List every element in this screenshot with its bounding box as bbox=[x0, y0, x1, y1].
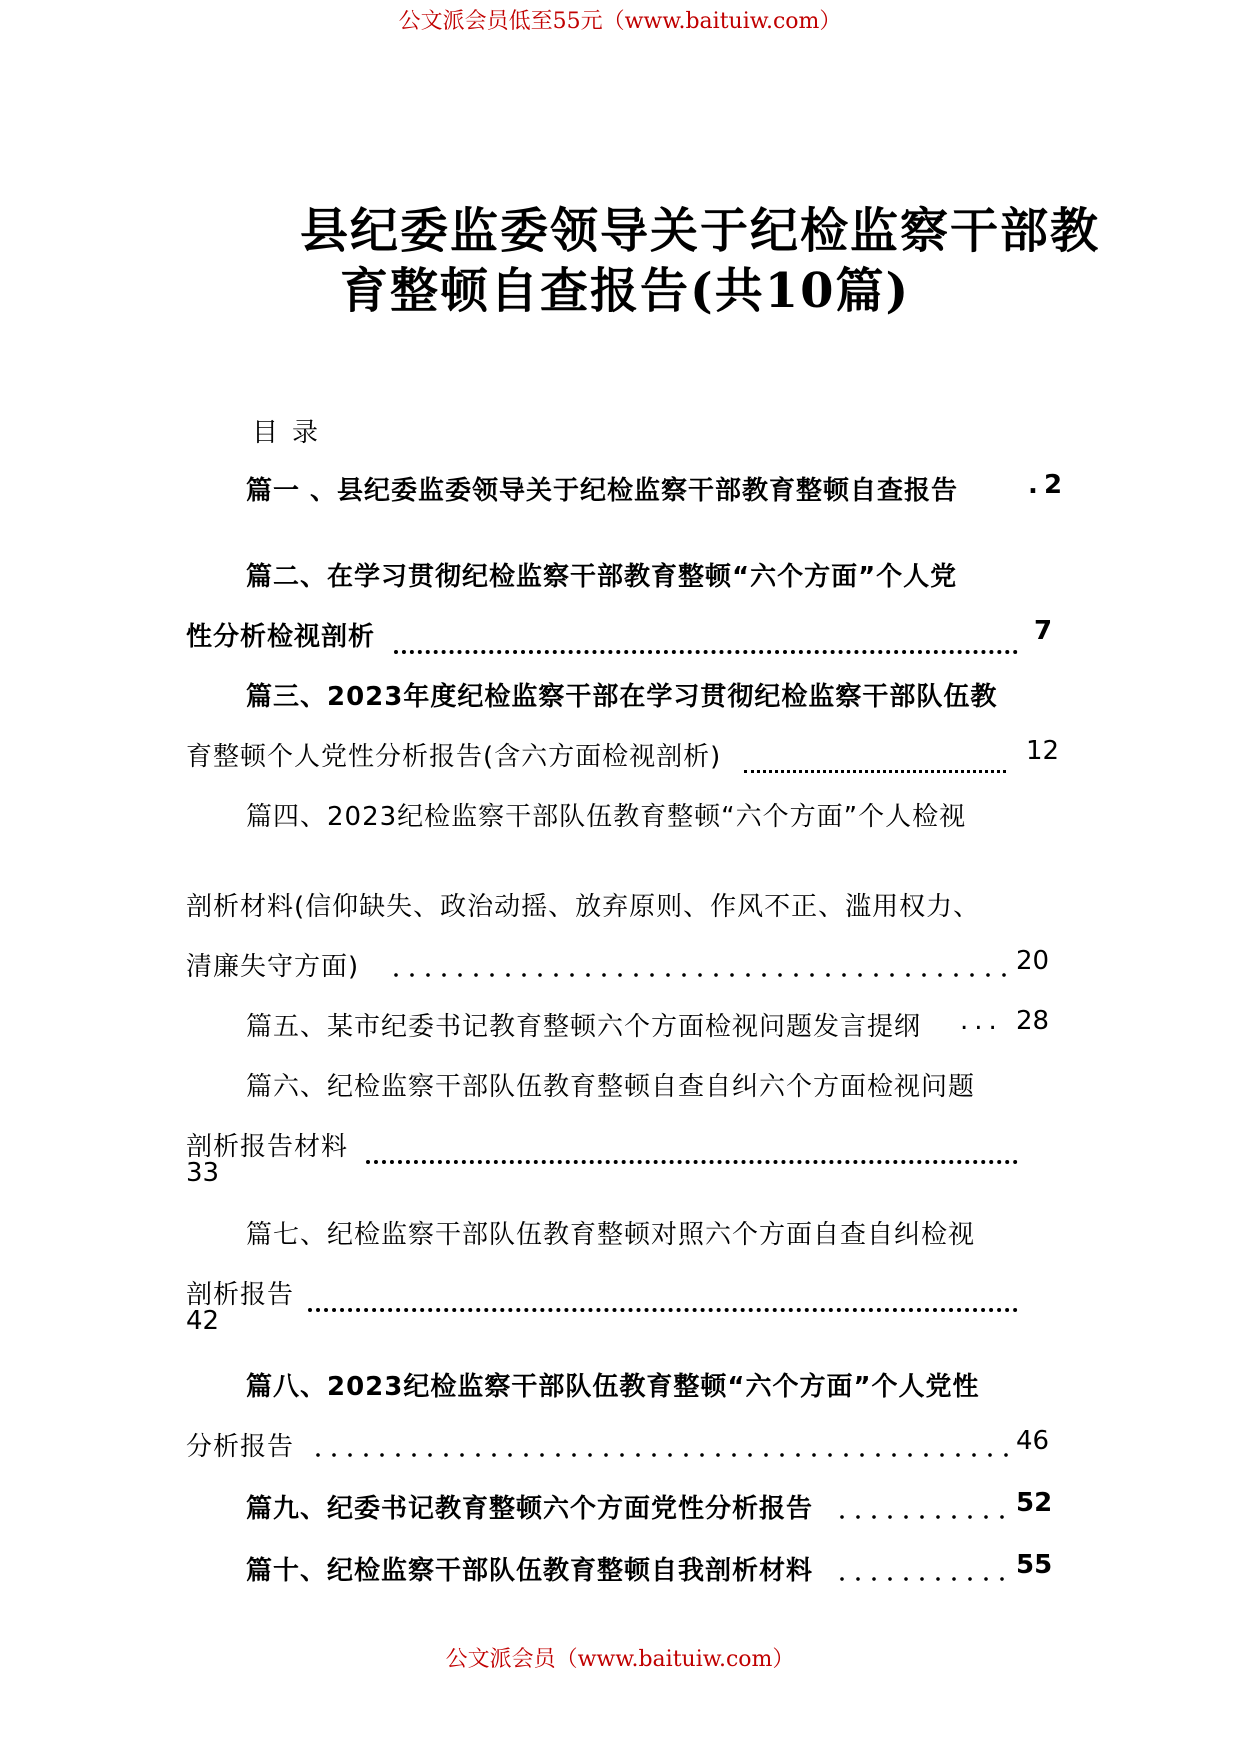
toc-entry-1-page: 2 bbox=[1044, 470, 1063, 500]
toc-entry-4-title-cont-1: 剖析材料(信仰缺失、政治动摇、放弃原则、作风不正、滥用权力、 bbox=[186, 892, 981, 922]
header-watermark-banner: 公文派会员低至55元（www.baituiw.com） bbox=[398, 9, 842, 34]
toc-entry-7-title-cont: 剖析报告 bbox=[186, 1280, 295, 1310]
toc-entry-9[interactable] bbox=[0, 1488, 1240, 1528]
toc-entry-2-title[interactable]: 篇二、在学习贯彻纪检监察干部教育整顿“六个方面”个人党 bbox=[246, 562, 958, 592]
toc-entry-1-leader: . bbox=[1028, 470, 1039, 500]
toc-entry-8-title-cont: 分析报告 bbox=[186, 1432, 295, 1462]
toc-entry-4-leader bbox=[388, 946, 1008, 980]
toc-entry-4-title[interactable]: 篇四、2023纪检监察干部队伍教育整顿“六个方面”个人检视 bbox=[246, 802, 967, 832]
toc-entry-9-page: 52 bbox=[1016, 1488, 1053, 1518]
toc-entry-5[interactable] bbox=[0, 1006, 1240, 1046]
toc-entry-2-page: 7 bbox=[1034, 616, 1053, 646]
toc-entry-3-title[interactable]: 篇三、2023年度纪检监察干部在学习贯彻纪检监察干部队伍教 bbox=[246, 682, 998, 712]
toc-entry-5-page: 28 bbox=[1016, 1006, 1050, 1036]
toc-entry-8-leader bbox=[310, 1426, 1008, 1460]
toc-entry-1-title: 篇一 、县纪委监委领导关于纪检监察干部教育整顿自查报告 bbox=[246, 476, 959, 506]
toc-heading: 目录 bbox=[252, 418, 333, 448]
toc-entry-6-title[interactable]: 篇六、纪检监察干部队伍教育整顿自查自纠六个方面检视问题 bbox=[246, 1072, 976, 1102]
toc-entry-9-title: 篇九、纪委书记教育整顿六个方面党性分析报告 bbox=[246, 1494, 814, 1524]
toc-entry-7-page: 42 bbox=[186, 1306, 220, 1336]
toc-entry-3-leader bbox=[744, 736, 1006, 773]
toc-entry-4-page: 20 bbox=[1016, 946, 1050, 976]
toc-entry-6-page: 33 bbox=[186, 1158, 220, 1188]
toc-entry-1[interactable] bbox=[0, 470, 1240, 510]
toc-entry-3-title-cont: 育整顿个人党性分析报告(含六方面检视剖析) bbox=[186, 742, 722, 772]
toc-entry-10-page: 55 bbox=[1016, 1550, 1053, 1580]
toc-entry-7-leader bbox=[308, 1274, 1018, 1312]
toc-entry-10[interactable] bbox=[0, 1550, 1240, 1590]
toc-entry-5-title: 篇五、某市纪委书记教育整顿六个方面检视问题发言提纲 bbox=[246, 1012, 922, 1042]
document-title-line-2: 育整顿自查报告(共10篇) bbox=[340, 263, 911, 319]
toc-entry-8-title[interactable]: 篇八、2023纪检监察干部队伍教育整顿“六个方面”个人党性 bbox=[246, 1372, 980, 1402]
toc-entry-6-leader bbox=[366, 1126, 1018, 1164]
toc-entry-8-page: 46 bbox=[1016, 1426, 1050, 1456]
toc-entry-4-title-cont-2: 清廉失守方面) bbox=[186, 952, 360, 982]
toc-entry-6-title-cont: 剖析报告材料 bbox=[186, 1132, 349, 1162]
toc-entry-2-title-cont: 性分析检视剖析 bbox=[186, 622, 376, 652]
toc-entry-3[interactable] bbox=[0, 736, 1240, 776]
toc-entry-8[interactable] bbox=[0, 1426, 1240, 1466]
document-title-line-1: 县纪委监委领导关于纪检监察干部教 bbox=[300, 203, 1101, 259]
toc-entry-7-title[interactable]: 篇七、纪检监察干部队伍教育整顿对照六个方面自查自纠检视 bbox=[246, 1220, 976, 1250]
toc-entry-10-title: 篇十、纪检监察干部队伍教育整顿自我剖析材料 bbox=[246, 1556, 814, 1586]
toc-entry-4[interactable] bbox=[0, 946, 1240, 986]
footer-watermark-banner: 公文派会员（www.baituiw.com） bbox=[445, 1647, 795, 1672]
toc-entry-3-page: 12 bbox=[1026, 736, 1060, 766]
toc-entry-9-leader bbox=[834, 1488, 1006, 1522]
toc-entry-10-leader bbox=[834, 1550, 1006, 1584]
toc-entry-2-leader bbox=[394, 616, 1018, 654]
toc-entry-2[interactable] bbox=[0, 616, 1240, 656]
toc-entry-5-leader: ... bbox=[960, 1006, 1003, 1036]
